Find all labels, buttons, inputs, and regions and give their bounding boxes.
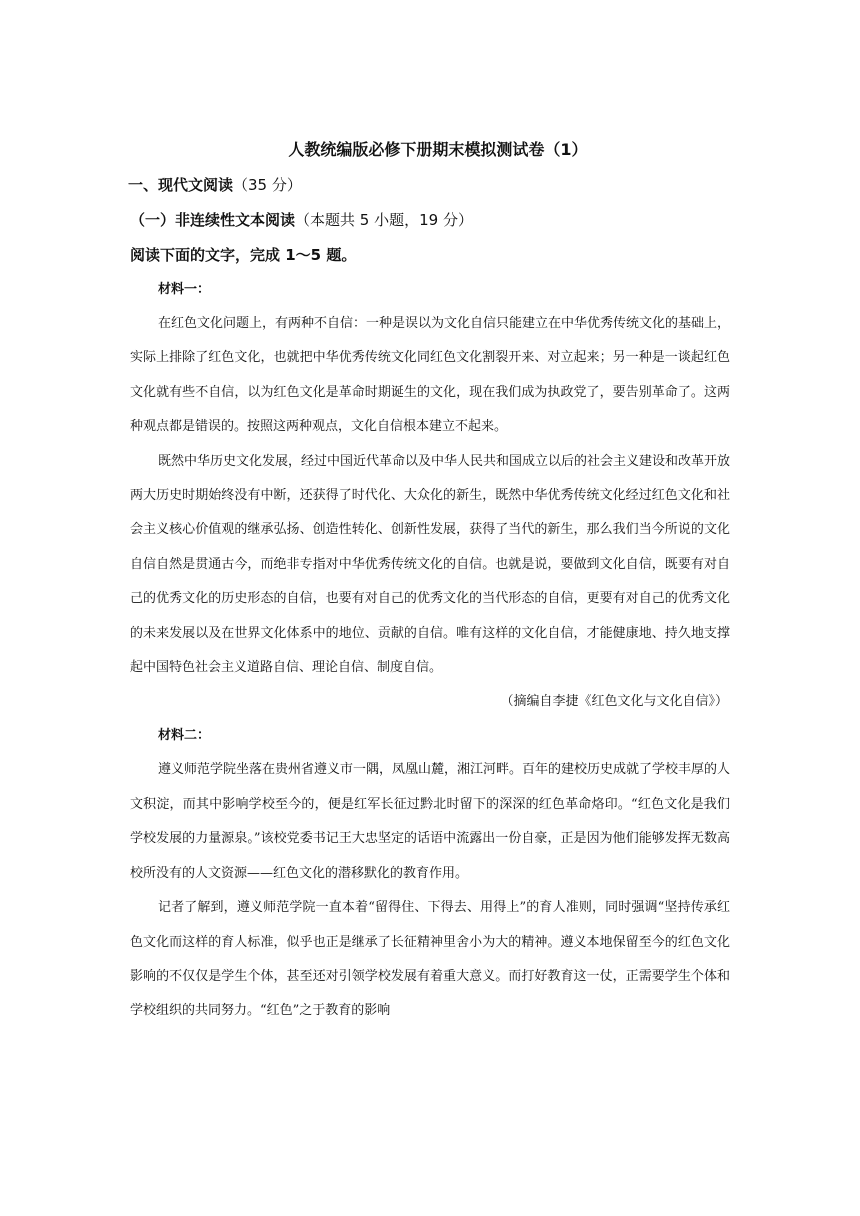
material-2-label: 材料二： (158, 728, 211, 744)
material-1-paragraph: 既然中华历史文化发展，经过中国近代革命以及中华人民共和国成立以后的社会主义建设和改革开放两大历史时期始终没有中断，还获得了时代化、大众化的新生，既然中华优秀传统文化经过红色文化和社会主义核心价值观的继承弘扬、创造性转化、创新性发展，获得了当代的新生，那么我们当今所说的文化自信自然是贯通古今，而绝非专指对中华优秀传统文化的自信。也就是说，要做到文化自信，既要有对自己的优秀文化的历史形态的自信，也要有对自己的优秀文化的当代形态的自信，更要有对自己的优秀文化的未来发展以及在世界文化体系中的地位、贡献的自信。唯有这样的文化自信，才能健康地、持久地支撑起中国特色社会主义道路自信、理论自信、制度自信。 (130, 453, 731, 676)
subsection-label: （一）非连续性文本阅读 (130, 211, 296, 229)
subsection-note: （本题共 5 小题，19 分） (295, 211, 473, 229)
material-2-paragraph: 遵义师范学院坐落在贵州省遵义市一隅，凤凰山麓，湘江河畔。百年的建校历史成就了学校丰厚的人文积淀，而其中影响学校至今的，便是红军长征过黔北时留下的深深的红色革命烙印。“红色文化是我们学校发展的力量源泉。”该校党委书记王大忠坚定的话语中流露出一份自豪，正是因为他们能够发挥无数高校所没有的人文资源——红色文化的潜移默化的教育作用。 (130, 762, 731, 881)
section-label: 一、现代文阅读 (128, 176, 234, 194)
document-page (130, 132, 730, 1029)
material-1-label: 材料一： (158, 282, 211, 297)
section-score: （35 分） (233, 176, 302, 194)
material-1-source: （摘编自李捷《红色文化与文化自信》） (500, 694, 728, 710)
material-1-paragraph: 在红色文化问题上，有两种不自信：一种是误以为文化自信只能建立在中华优秀传统文化的基础上，实际上排除了红色文化，也就把中华优秀传统文化同红色文化割裂开来、对立起来；另一种是一谈起红色文化就有些不自信，以为红色文化是革命时期诞生的文化，现在我们成为执政党了，要告别革命了。这两种观点都是错误的。按照这两种观点，文化自信根本建立不起来。 (130, 316, 731, 435)
document-title: 人教统编版必修下册期末模拟测试卷（1） (288, 140, 588, 159)
reading-instruction: 阅读下面的文字，完成 1～5 题。 (130, 246, 357, 264)
material-2-paragraph: 记者了解到，遵义师范学院一直本着“留得住、下得去、用得上”的育人准则，同时强调“坚持传承红色文化而这样的育人标准，似乎也正是继承了长征精神里舍小为大的精神。遵义本地保留至今的红色文化影响的不仅仅是学生个体，甚至还对引领学校发展有着重大意义。而打好教育这一仗，正需要学生个体和学校组织的共同努力。“红色”之于教育的影响 (130, 900, 730, 1019)
section-heading (128, 168, 730, 203)
subsection-heading (130, 203, 730, 238)
